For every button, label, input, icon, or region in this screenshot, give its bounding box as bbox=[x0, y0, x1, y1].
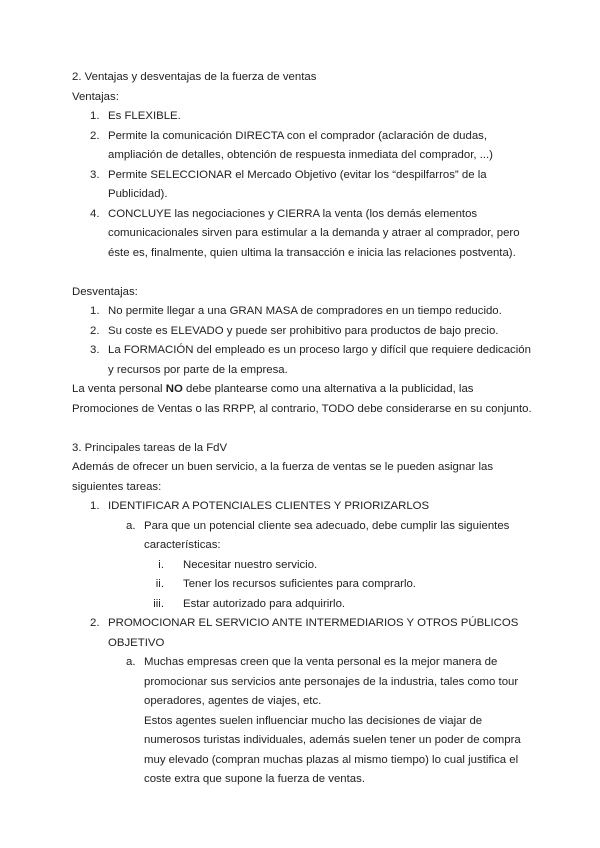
list-number: 3. bbox=[90, 168, 100, 181]
list-roman: iii. bbox=[153, 597, 164, 610]
ventaja-item-4 bbox=[72, 205, 534, 264]
requirement-item-2 bbox=[72, 575, 534, 595]
task-item-2 bbox=[72, 614, 534, 790]
task-title: PROMOCIONAR EL SERVICIO ANTE INTERMEDIARIOS Y OTROS PÚBLICOS OBJETIVO bbox=[108, 617, 519, 649]
section-3-heading: 3. Principales tareas de la FdV bbox=[72, 441, 228, 454]
list-number: 1. bbox=[90, 500, 100, 512]
list-item-text: CONCLUYE las negociaciones y CIERRA la venta (los demás elementos comunicacionales sirven para estimular a la demanda y atraer al comprador, pero éste es, finalmente, quien ultima la transacción e inicia las relaciones postventa). bbox=[108, 207, 520, 259]
subitem-text: Muchas empresas creen que la venta personal es la mejor manera de promocionar sus servicios ante personajes de la industria, tales como tour operadores, agentes de viajes, etc. bbox=[144, 656, 519, 707]
subitem-continuation: Estos agentes suelen influenciar mucho las decisiones de viajar de numerosos turistas individuales, además suelen tener un poder de compra muy elevado (compran muchas plazas al mismo tiempo) lo cual justifica el coste extra que supone la fuerza de ventas. bbox=[144, 714, 521, 785]
list-letter: a. bbox=[126, 519, 136, 532]
list-number: 2. bbox=[90, 324, 100, 337]
ventaja-item-2 bbox=[72, 127, 534, 166]
desventaja-item-1 bbox=[72, 302, 534, 322]
tasks-list bbox=[72, 497, 534, 790]
section-3-intro: Además de ofrecer un buen servicio, a la fuerza de ventas se le pueden asignar las siguientes tareas: bbox=[72, 461, 494, 493]
list-letter: a. bbox=[126, 656, 136, 668]
ventaja-item-1 bbox=[72, 107, 534, 127]
task-subitem bbox=[72, 653, 534, 712]
ventaja-item-3 bbox=[72, 166, 534, 205]
requirement-text: Estar autorizado para adquirirlo. bbox=[183, 597, 346, 610]
requirement-text: Necesitar nuestro servicio. bbox=[183, 558, 318, 571]
list-roman: i. bbox=[158, 558, 164, 571]
conclusion-text-start: La venta personal bbox=[72, 383, 166, 395]
task-item-1 bbox=[72, 497, 534, 614]
list-roman: ii. bbox=[155, 578, 164, 590]
requirement-item-1 bbox=[72, 556, 534, 576]
list-item-text: No permite llegar a una GRAN MASA de compradores en un tiempo reducido. bbox=[108, 305, 502, 317]
subitem-text: Para que un potencial cliente sea adecuado, debe cumplir las siguientes características: bbox=[144, 519, 510, 551]
requirements-list bbox=[72, 556, 534, 615]
desventaja-item-3 bbox=[72, 341, 534, 380]
task-title-row bbox=[72, 497, 534, 517]
task-title: IDENTIFICAR A POTENCIALES CLIENTES Y PRIORIZARLOS bbox=[108, 500, 430, 512]
section-2-heading: 2. Ventajas y desventajas de la fuerza de ventas bbox=[72, 71, 317, 83]
list-number: 1. bbox=[90, 110, 100, 122]
list-number: 3. bbox=[90, 344, 100, 356]
list-number: 4. bbox=[90, 207, 100, 220]
desventajas-label: Desventajas: bbox=[72, 285, 138, 298]
task-subitem bbox=[72, 517, 534, 556]
requirement-text: Tener los recursos suficientes para comprarlo. bbox=[183, 578, 416, 590]
ventajas-label: Ventajas: bbox=[72, 90, 119, 103]
list-item-text: Permite SELECCIONAR el Mercado Objetivo (evitar los “despilfarros” de la Publicidad). bbox=[108, 168, 487, 200]
conclusion-text-end: debe plantearse como una alternativa a la publicidad, las Promociones de Ventas o las RRPP, al contrario, TODO debe considerarse en su conjunto. bbox=[72, 383, 532, 415]
list-number: 2. bbox=[90, 129, 100, 142]
list-number: 2. bbox=[90, 617, 100, 629]
blank-line bbox=[72, 419, 534, 439]
list-item-text: Es FLEXIBLE. bbox=[108, 110, 181, 122]
list-item-text: La FORMACIÓN del empleado es un proceso largo y difícil que requiere dedicación y recursos por parte de la empresa. bbox=[108, 344, 531, 376]
ventajas-list bbox=[72, 107, 534, 263]
conclusion-paragraph bbox=[72, 380, 534, 419]
task-title-row bbox=[72, 614, 534, 653]
document-body bbox=[72, 68, 534, 790]
blank-line bbox=[72, 263, 534, 283]
desventaja-item-2 bbox=[72, 322, 534, 342]
requirement-item-3 bbox=[72, 595, 534, 615]
desventajas-list bbox=[72, 302, 534, 380]
conclusion-emphasis: NO bbox=[165, 383, 183, 395]
list-number: 1. bbox=[90, 305, 100, 317]
list-item-text: Su coste es ELEVADO y puede ser prohibitivo para productos de bajo precio. bbox=[108, 324, 499, 337]
list-item-text: Permite la comunicación DIRECTA con el comprador (aclaración de dudas, ampliación de detalles, obtención de respuesta inmediata del comprador, ...) bbox=[108, 129, 493, 161]
